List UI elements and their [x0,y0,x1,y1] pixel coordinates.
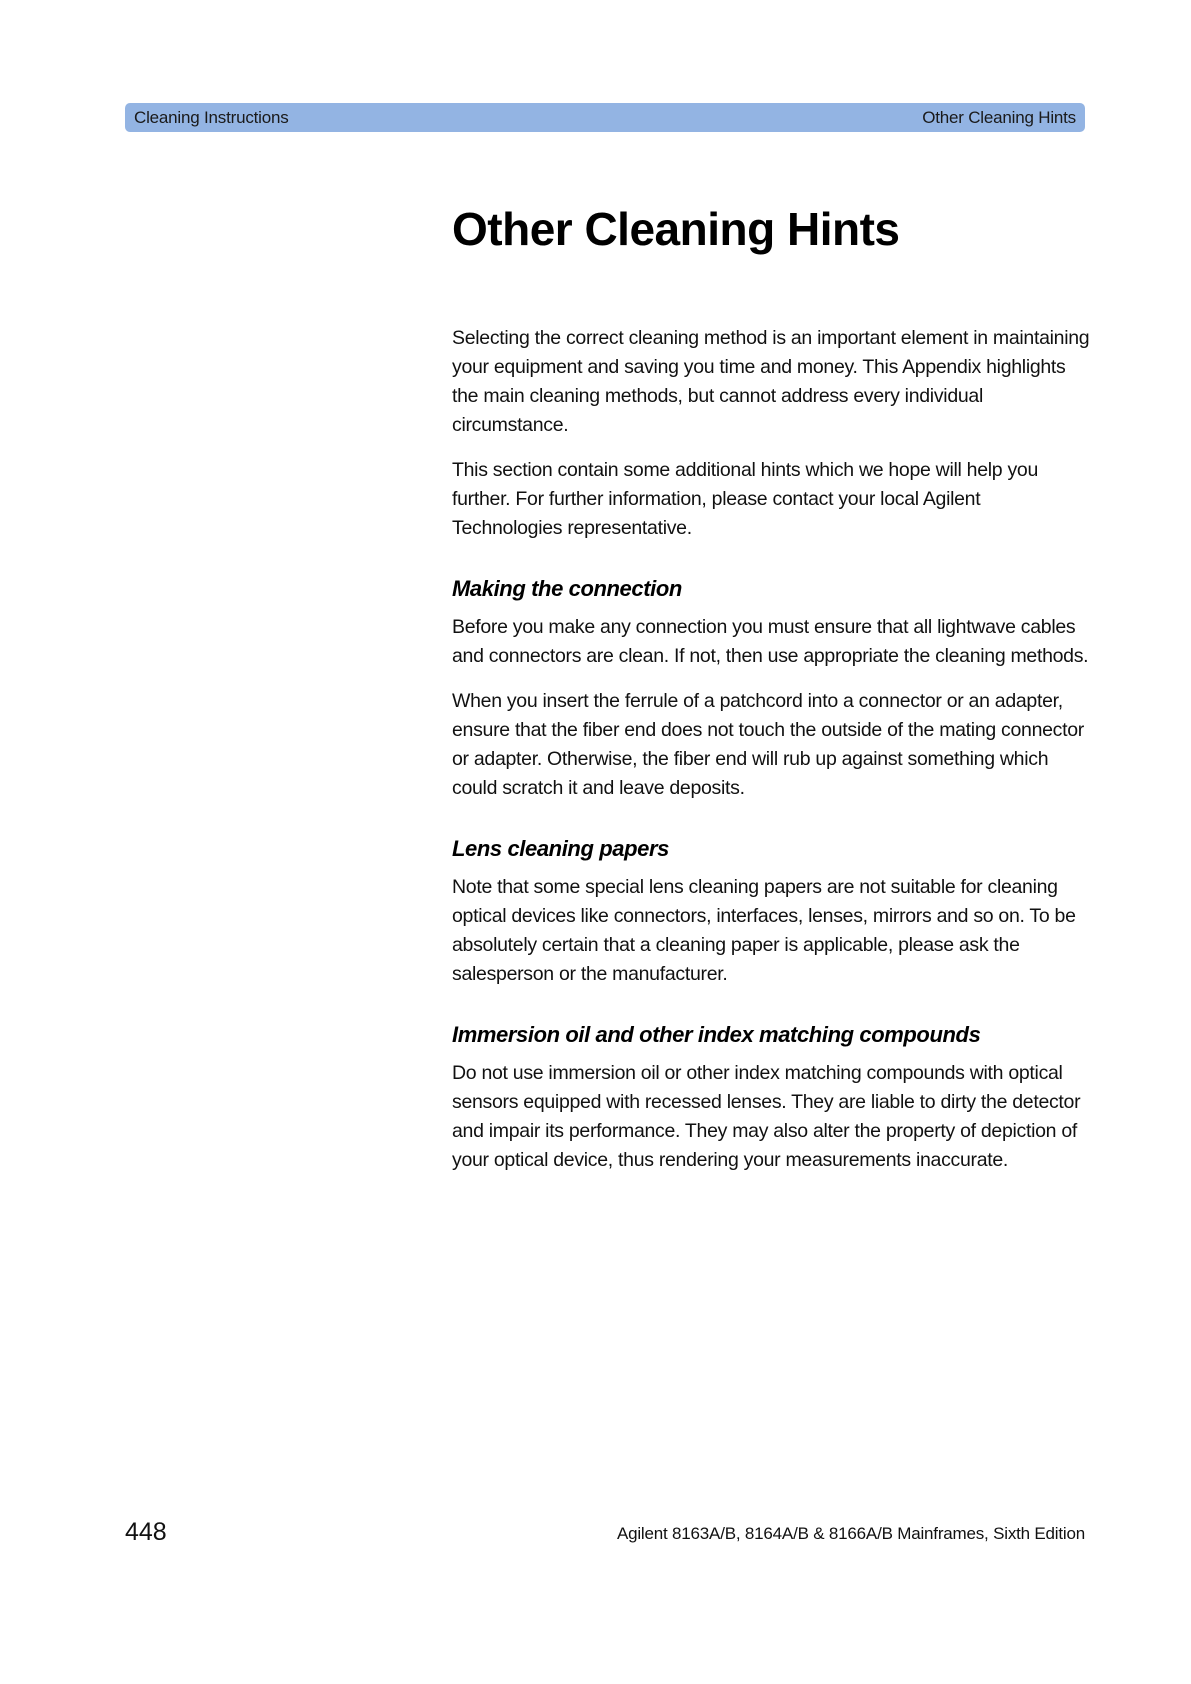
section-paragraph: Before you make any connection you must ensure that all lightwave cables and connectors are clean. If not, then use appropriate the cleaning methods. [452,616,1089,667]
footer-edition: Agilent 8163A/B, 8164A/B & 8166A/B Mainframes, Sixth Edition [616,1524,1085,1543]
section-heading-immersion-oil: Immersion oil and other index matching compounds [452,1022,981,1047]
section-heading-making-connection: Making the connection [452,576,682,601]
intro-paragraph: Selecting the correct cleaning method is an important element in maintaining your equipment and saving you time and money. This Appendix highlights the main cleaning methods, but cannot address every individual circumstance. [452,327,1090,436]
header-section-title: Other Cleaning Hints [922,107,1076,127]
section-paragraph: When you insert the ferrule of a patchcord into a connector or an adapter, ensure that the fiber end does not touch the outside of the mating connector or adapter. Otherwise, the fiber end will rub up against something which could scratch it and leave deposits. [452,690,1084,799]
section-paragraph: Note that some special lens cleaning papers are not suitable for cleaning optical devices like connectors, interfaces, lenses, mirrors and so on. To be absolutely certain that a cleaning paper is applicable, please ask the salesperson or the manufacturer. [452,876,1076,985]
body-content [452,324,1092,1191]
running-header [125,103,1085,132]
section-heading-lens-cleaning-papers: Lens cleaning papers [452,836,669,861]
header-chapter-title: Cleaning Instructions [134,107,289,127]
section-paragraph: Do not use immersion oil or other index matching compounds with optical sensors equipped with recessed lenses. They are liable to dirty the detector and impair its performance. They may also alter the property of depiction of your optical device, thus rendering your measurements inaccurate. [452,1062,1081,1171]
intro-paragraph: This section contain some additional hints which we hope will help you further. For further information, please contact your local Agilent Technologies representative. [452,459,1039,539]
page-title: Other Cleaning Hints [452,203,900,255]
page-number: 448 [125,1518,167,1546]
